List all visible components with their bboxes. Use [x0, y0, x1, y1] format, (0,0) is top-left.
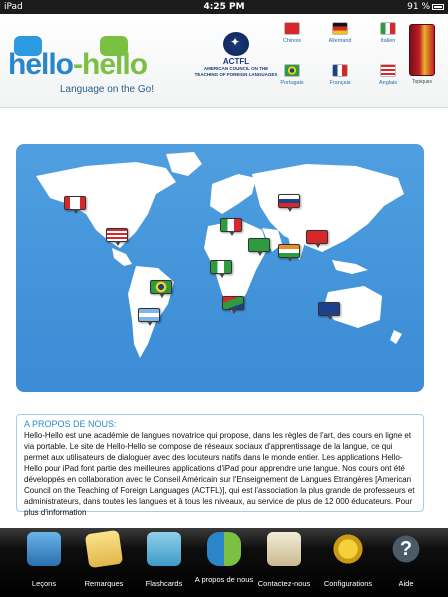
lessons-icon [27, 532, 61, 566]
logo-wordmark: hello-hello [8, 48, 148, 81]
china-flag-icon[interactable] [306, 230, 328, 244]
language-french[interactable]: Français [318, 64, 362, 86]
battery-percent: 91 % [407, 2, 430, 12]
france-flag-icon [332, 64, 348, 77]
device-label: iPad [4, 2, 23, 12]
logo-tagline: Language on the Go! [60, 84, 154, 95]
russia-flag-icon[interactable] [278, 194, 300, 208]
topics-label: Topiques [411, 79, 432, 85]
clock: 4:25 PM [203, 2, 245, 12]
nigeria-flag-icon[interactable] [210, 260, 232, 274]
language-english[interactable]: Anglais [366, 64, 410, 86]
language-selector [270, 18, 410, 104]
topics-button[interactable] [404, 24, 440, 102]
tab-lecons[interactable]: Leçons [14, 532, 74, 594]
status-bar [0, 0, 448, 14]
about-chat-icon [207, 532, 241, 566]
hello-hello-logo [8, 28, 158, 98]
actfl-subtitle-1: AMERICAN COUNCIL ON THE [203, 66, 269, 71]
about-us-text: Hello-Hello est une académie de langues novatrice qui propose, dans les règles de l'art, des cours en ligne et via portable. Le site de Hello-Hello se compose de réseaux sociaux d'apprentissage de la langue, ce qui permet aux utilisateurs de dialoguer avec des locuteurs natifs dans le monde entier. Les applications Hello-Hello pour iPad font partie des meilleures applications d'iPad pour apprendre une langue. Nos cours ont été développés en collaboration avec le Conseil Américain sur l'Enseignement de Langues Etrangères [American Council on the Teaching of Foreign Languages (ACTFL)], qui est l'association la plus grande de professeurs et administrateurs, dans toutes les langues et à tous les niveaux, au service de plus de 12 000 éducateurs. Pour plus d'information [24, 431, 415, 517]
usa-flag-icon[interactable] [106, 228, 128, 242]
canada-flag-icon[interactable] [64, 196, 86, 210]
usa-flag-icon [380, 64, 396, 77]
notes-icon [85, 530, 123, 568]
south-africa-flag-icon[interactable] [222, 296, 244, 310]
actfl-subtitle-2: TEACHING OF FOREIGN LANGUAGES [194, 72, 278, 77]
saudi-arabia-flag-icon[interactable] [248, 238, 270, 252]
tab-configurations[interactable]: Configurations [318, 532, 378, 594]
contact-icon [267, 532, 301, 566]
tab-flashcards[interactable]: Flashcards [134, 532, 194, 594]
world-map [16, 144, 424, 392]
brazil-flag-icon [284, 64, 300, 77]
language-italian[interactable]: Italien [366, 22, 410, 44]
bottom-tab-bar [0, 528, 448, 597]
india-flag-icon[interactable] [278, 244, 300, 258]
header [0, 14, 448, 108]
actfl-name: ACTFL [222, 57, 250, 66]
settings-gear-icon [331, 532, 365, 566]
about-us-panel [16, 414, 424, 517]
language-portuguese[interactable]: Portugais [270, 64, 314, 86]
actfl-seal-icon [223, 32, 249, 56]
italy-flag-icon [380, 22, 396, 35]
tab-contactez-nous[interactable]: Contactez-nous [254, 532, 314, 594]
argentina-flag-icon[interactable] [138, 308, 160, 322]
battery-icon [432, 4, 444, 10]
germany-flag-icon [332, 22, 348, 35]
australia-flag-icon[interactable] [318, 302, 340, 316]
tab-remarques[interactable]: Remarques [74, 532, 134, 594]
language-chinese[interactable]: Chinois [270, 22, 314, 44]
china-flag-icon [284, 22, 300, 35]
tab-a-propos[interactable]: A propos de nous [194, 532, 254, 594]
help-icon: ? [389, 532, 423, 566]
brazil-flag-icon[interactable] [150, 280, 172, 294]
about-us-title: A PROPOS DE NOUS: [24, 419, 117, 429]
tab-aide[interactable]: ? Aide [376, 532, 436, 594]
battery-indicator [407, 2, 444, 12]
topics-book-icon [409, 24, 435, 76]
flashcards-icon [147, 532, 181, 566]
language-german[interactable]: Allemand [318, 22, 362, 44]
italy-flag-icon[interactable] [220, 218, 242, 232]
